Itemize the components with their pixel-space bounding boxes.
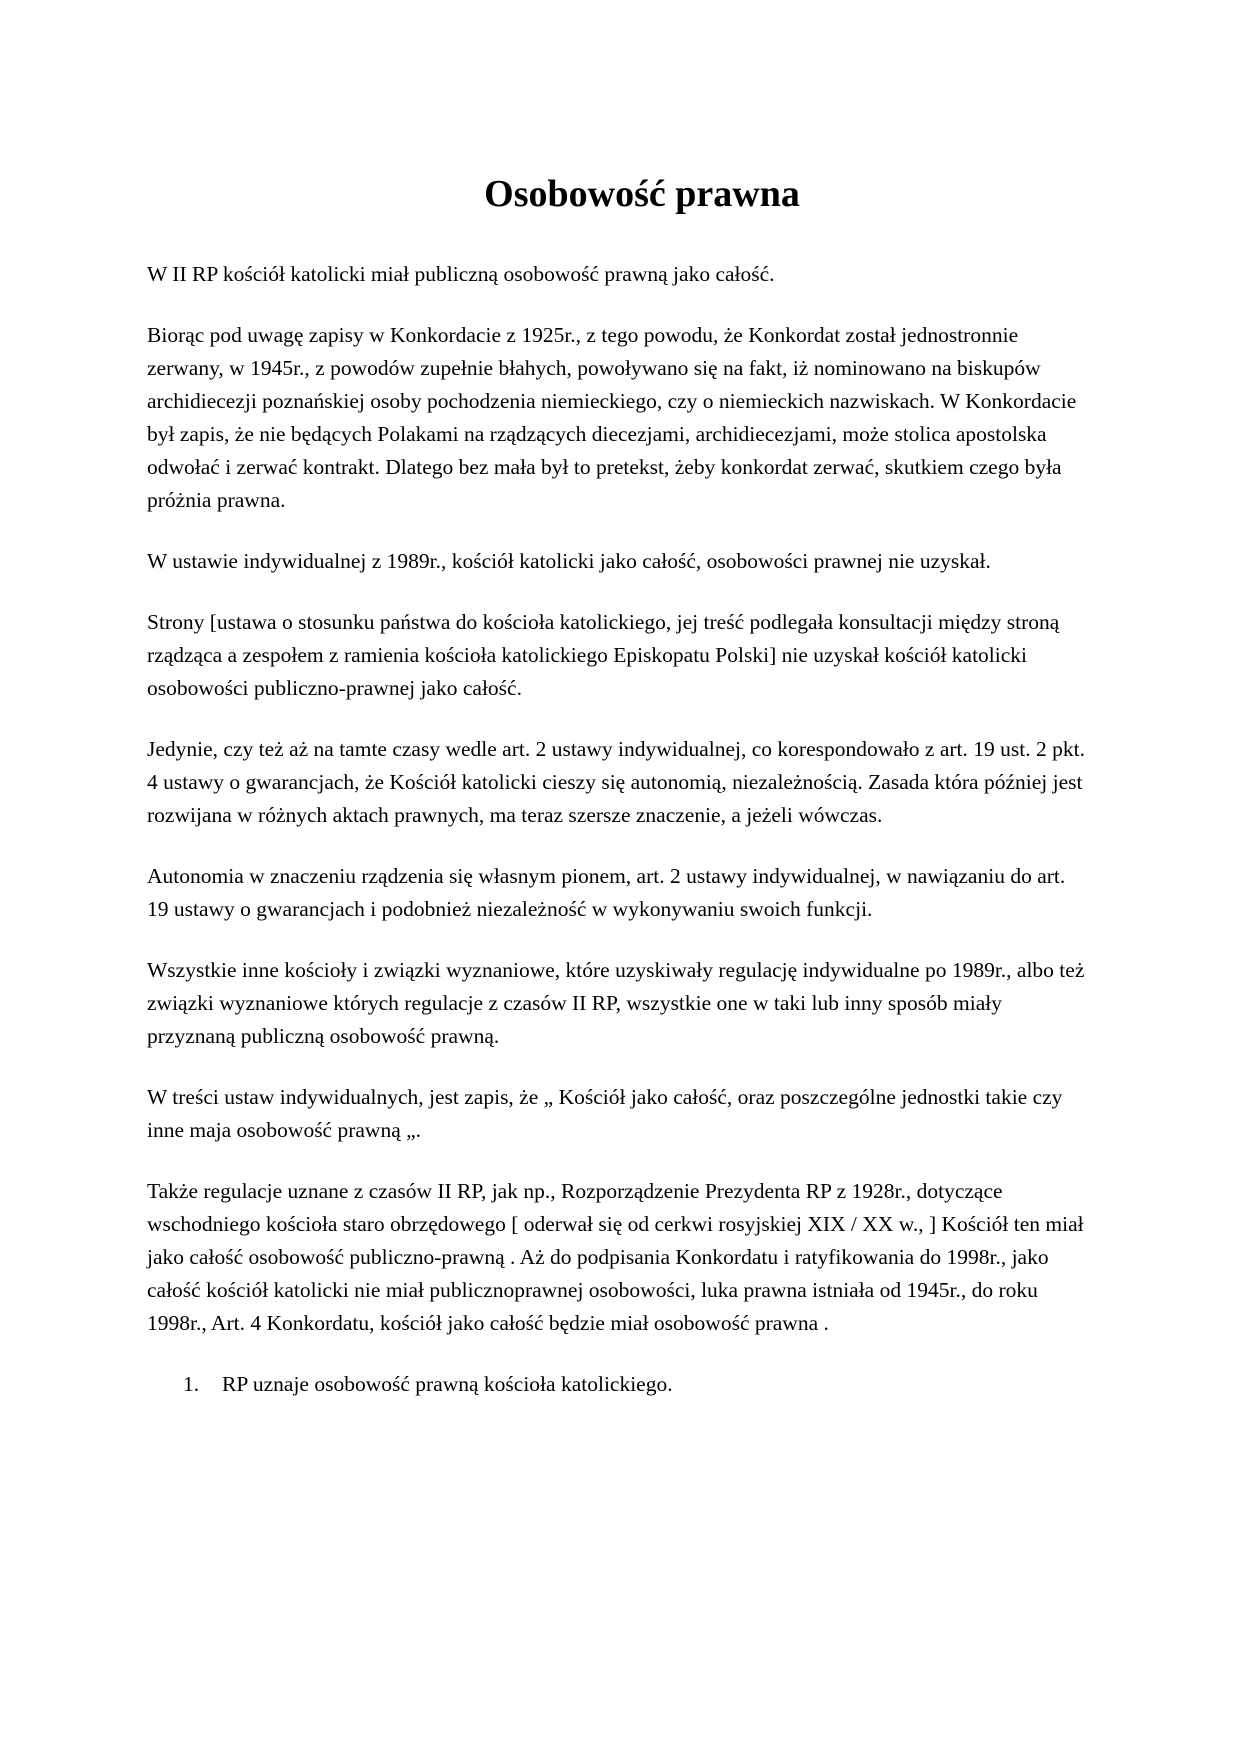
paragraph-7: Wszystkie inne kościoły i związki wyznaniowe, które uzyskiwały regulację indywidualne po 1989r., albo też związki wyznaniowe których regulacje z czasów II RP, wszystkie one w taki lub inny sposób miały przyznaną publiczną osobowość prawną. (147, 958, 1085, 1048)
document-page (147, 170, 1087, 1401)
paragraph-8: W treści ustaw indywidualnych, jest zapis, że „ Kościół jako całość, oraz poszczególne jednostki takie czy inne maja osobowość prawną „. (147, 1085, 1063, 1142)
paragraph-2: Biorąc pod uwagę zapisy w Konkordacie z 1925r., z tego powodu, że Konkordat został jednostronnie zerwany, w 1945r., z powodów zupełnie błahych, powoływano się na fakt, iż nominowano na biskupów archidiecezji poznańskiej osoby pochodzenia niemieckiego, czy o niemieckich nazwiskach. W Konkordacie był zapis, że nie będących Polakami na rządzących diecezjami, archidiecezjami, może stolica apostolska odwołać i zerwać kontrakt. Dlatego bez mała był to pretekst, żeby konkordat zerwać, skutkiem czego była próżnia prawna. (147, 323, 1077, 512)
paragraph-1: W II RP kościół katolicki miał publiczną osobowość prawną jako całość. (147, 262, 775, 286)
paragraph-9: Także regulacje uznane z czasów II RP, jak np., Rozporządzenie Prezydenta RP z 1928r., dotyczące wschodniego kościoła staro obrzędowego [ oderwał się od cerkwi rosyjskiej XIX / XX w., ] Kościół ten miał jako całość osobowość publiczno-prawną . Aż do podpisania Konkordatu i ratyfikowania do 1998r., jako całość kościół katolicki nie miał publicznoprawnej osobowości, luka prawna istniała od 1945r., do roku 1998r., Art. 4 Konkordatu, kościół jako całość będzie miał osobowość prawna . (147, 1179, 1084, 1335)
document-title: Osobowość prawna (484, 173, 800, 215)
paragraph-5: Jedynie, czy też aż na tamte czasy wedle art. 2 ustawy indywidualnej, co korespondowało z art. 19 ust. 2 pkt. 4 ustawy o gwarancjach, że Kościół katolicki cieszy się autonomią, niezależnością. Zasada która później jest rozwijana w różnych aktach prawnych, ma teraz szersze znaczenie, a jeżeli wówczas. (147, 737, 1085, 827)
list-item-number: 1. (183, 1372, 200, 1396)
list-item-text: RP uznaje osobowość prawną kościoła katolickiego. (222, 1372, 673, 1396)
paragraph-3: W ustawie indywidualnej z 1989r., kościół katolicki jako całość, osobowości prawnej nie uzyskał. (147, 549, 991, 573)
paragraph-4: Strony [ustawa o stosunku państwa do kościoła katolickiego, jej treść podlegała konsultacji między stroną rządząca a zespołem z ramienia kościoła katolickiego Episkopatu Polski] nie uzyskał kościół katolicki osobowości publiczno-prawnej jako całość. (147, 610, 1060, 700)
numbered-list (147, 1368, 1087, 1401)
paragraph-6: Autonomia w znaczeniu rządzenia się własnym pionem, art. 2 ustawy indywidualnej, w nawiązaniu do art. 19 ustawy o gwarancjach i podobnież niezależność w wykonywaniu swoich funkcji. (147, 864, 1066, 921)
list-item (147, 1368, 1087, 1401)
